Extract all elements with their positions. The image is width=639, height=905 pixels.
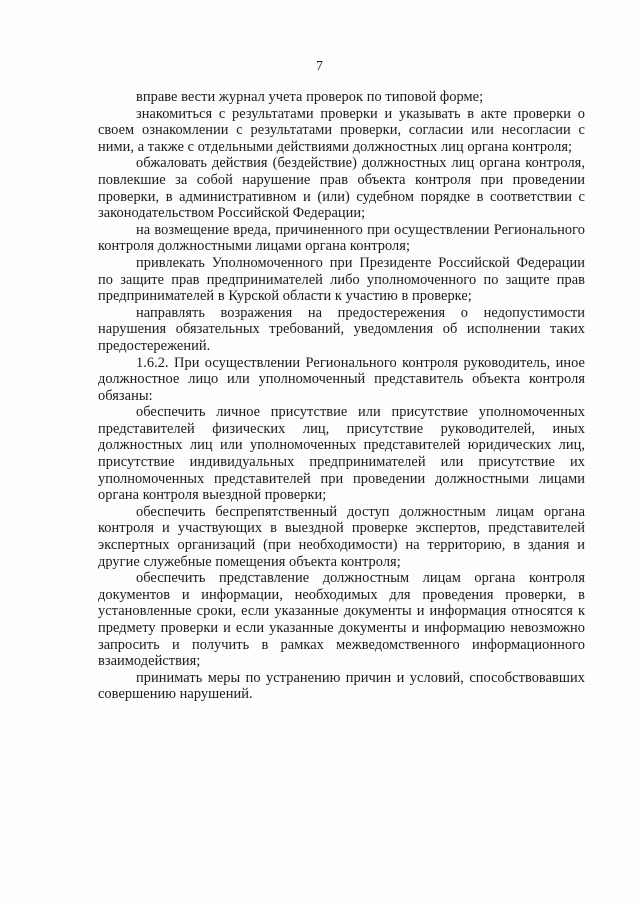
paragraph-ombudsman: привлекать Уполномоченного при Президенте Российской Федерации по защите прав предпринимателей либо уполномоченного по защите прав предпринимателей в Курской области к участию в проверке;	[98, 254, 585, 305]
paragraph-documents: обеспечить представление должностным лицам органа контроля документов и информации, необходимых для проведения проверки, в установленные сроки, если указанные документы и информация относятся к предмету проверки и если указанные документы и информацию невозможно запросить и получить в рамках межведомственного информационного взаимодействия;	[98, 570, 585, 670]
paragraph-measures: принимать меры по устранению причин и условий, способствовавших совершению нарушений.	[98, 669, 585, 703]
paragraph-section-1-6-2: 1.6.2. При осуществлении Регионального контроля руководитель, иное должностное лицо или уполномоченный представитель объекта контроля обязаны:	[98, 354, 585, 404]
document-body	[98, 89, 585, 703]
paragraph-compensation: на возмещение вреда, причиненного при осуществлении Регионального контроля должностными лицами органа контроля;	[98, 221, 585, 255]
paragraph-access: обеспечить беспрепятственный доступ должностным лицам органа контроля и участвующих в выездной проверке экспертов, представителей экспертных организаций (при необходимости) на территорию, в здания и другие служебные помещения объекта контроля;	[98, 503, 585, 570]
paragraph-journal: вправе вести журнал учета проверок по типовой форме;	[136, 89, 484, 105]
paragraph-objections: направлять возражения на предостережения о недопустимости нарушения обязательных требований, уведомления об исполнении таких предостережений.	[98, 304, 585, 354]
page-number: 7	[316, 59, 323, 74]
paragraph-review-results: знакомиться с результатами проверки и указывать в акте проверки о своем ознакомлении с результатами проверки, согласии или несогласии с ними, а также с отдельными действиями должностных лиц органа контроля;	[98, 105, 585, 155]
paragraph-presence: обеспечить личное присутствие или присутствие уполномоченных представителей физических лиц, присутствие руководителей, иных должностных лиц или уполномоченных представителей юридических лиц, присутствие индивидуальных предпринимателей или присутствие их уполномоченных представителей при проведении должностными лицами органа контроля выездной проверки;	[98, 404, 585, 504]
paragraph-appeal: обжаловать действия (бездействие) должностных лиц органа контроля, повлекшие за собой нарушение прав объекта контроля при проведении проверки, в административном и (или) судебном порядке в соответствии с законодательством Российской Федерации;	[98, 155, 585, 222]
